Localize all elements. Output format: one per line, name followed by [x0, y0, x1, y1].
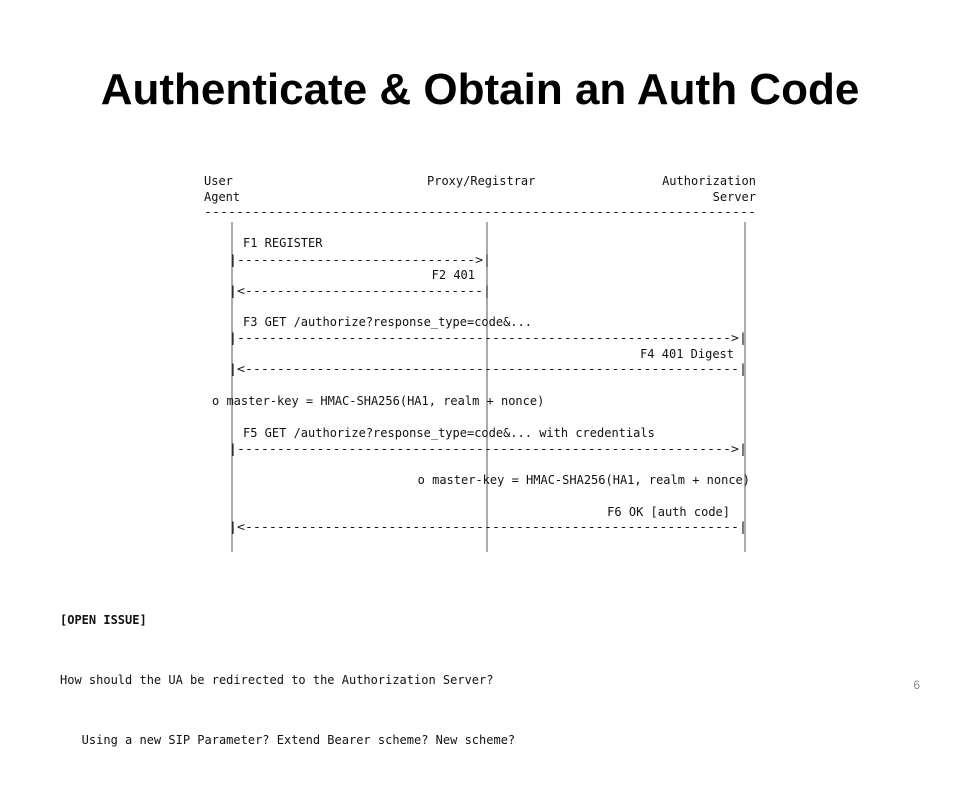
msg-f2-label: F2 401 [431, 268, 475, 282]
msg-f6-label: F6 OK [auth code] [607, 505, 730, 519]
msg-f2-arrow: |<------------------------------| [229, 284, 491, 298]
participant-user-agent-line1: User [204, 174, 233, 188]
participant-authorization-server-line1: Authorization [662, 174, 756, 188]
open-issue-line-2: Using a new SIP Parameter? Extend Bearer scheme? New scheme? [60, 733, 516, 747]
as-master-key-note: o master-key = HMAC-SHA256(HA1, realm + nonce) [417, 473, 750, 487]
msg-f1-arrow: |------------------------------>| [229, 253, 491, 267]
slide-title: Authenticate & Obtain an Auth Code [100, 65, 860, 114]
msg-f6-arrow: |<--------------------------------------------------------------| [229, 520, 747, 534]
msg-f5-arrow: |-------------------------------------------------------------->| [229, 442, 747, 456]
participant-authorization-server-line2: Server [712, 190, 756, 204]
page-number: 6 [913, 678, 920, 692]
open-issue-line-1: How should the UA be redirected to the Authorization Server? [60, 673, 494, 687]
open-issue-heading: [OPEN ISSUE] [60, 613, 147, 627]
msg-f3-arrow: |-------------------------------------------------------------->| [229, 331, 747, 345]
ua-master-key-note: o master-key = HMAC-SHA256(HA1, realm + nonce) [212, 394, 545, 408]
open-issue-block [60, 570, 920, 790]
msg-f4-label: F4 401 Digest [640, 347, 734, 361]
msg-f5-label: F5 GET /authorize?response_type=code&... with credentials [243, 426, 655, 440]
header-rule: --------------------------------------------------------------------- [204, 205, 756, 219]
participant-proxy-registrar: Proxy/Registrar [427, 174, 536, 188]
msg-f4-arrow: |<--------------------------------------------------------------| [229, 362, 747, 376]
participant-user-agent-line2: Agent [204, 190, 241, 204]
msg-f1-label: F1 REGISTER [243, 236, 323, 250]
msg-f3-label: F3 GET /authorize?response_type=code&... [243, 315, 532, 329]
